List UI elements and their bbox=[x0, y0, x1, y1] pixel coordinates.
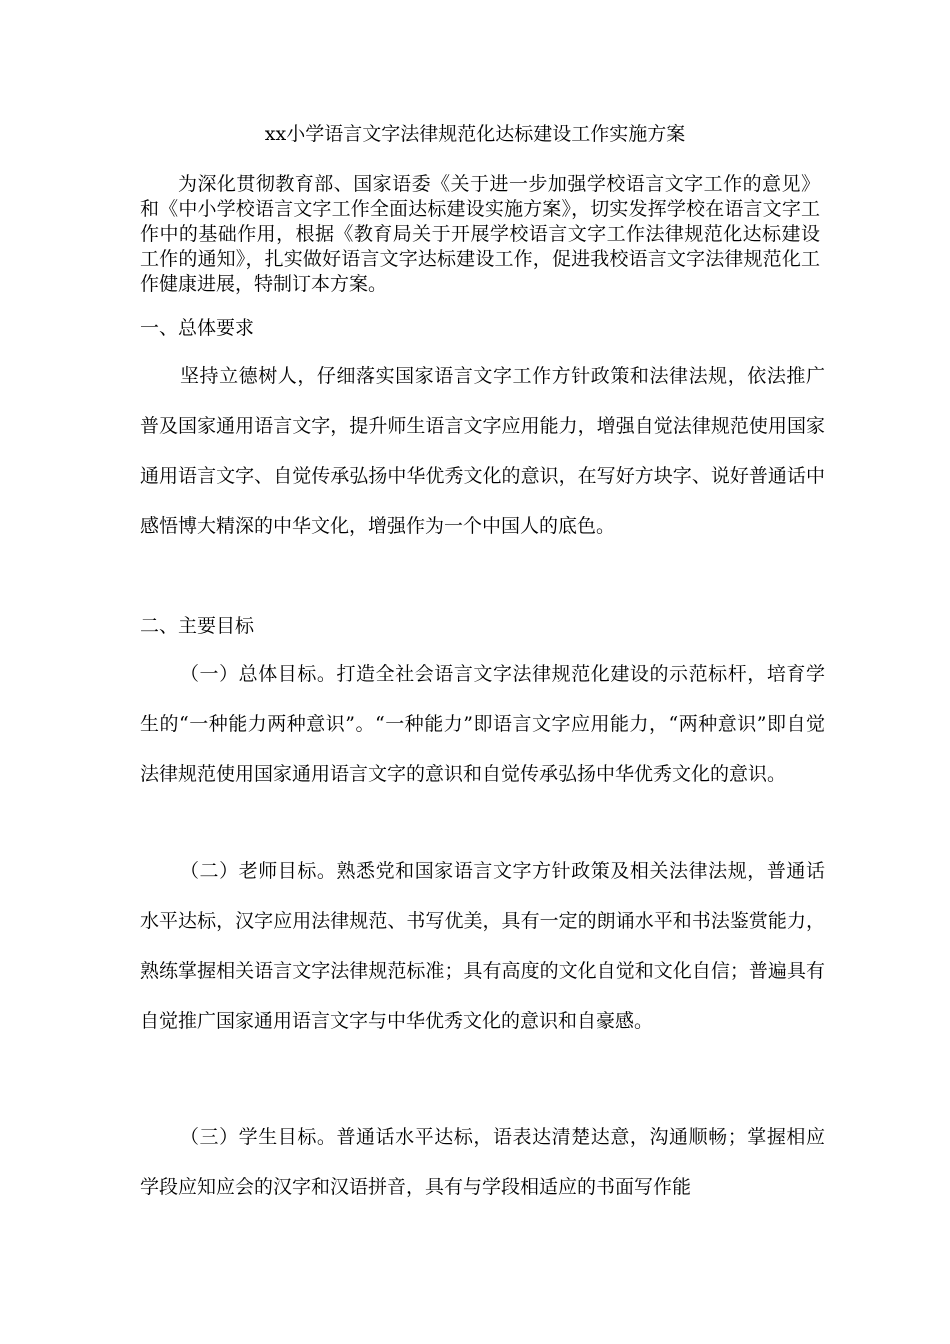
goal-student-paragraph: （三）学生目标。普通话水平达标，语表达清楚达意，沟通顺畅；掌握相应学段应知应会的汉字和汉语拼音，具有与学段相适应的书面写作能 bbox=[140, 1126, 825, 1198]
overall-requirements-paragraph: 坚持立德树人，仔细落实国家语言文字工作方针政策和法律法规，依法推广普及国家通用语言文字，提升师生语言文字应用能力，增强自觉法律规范使用国家通用语言文字、自觉传承弘扬中华优秀文化的意识，在写好方块字、说好普通话中感悟博大精深的中华文化，增强作为一个中国人的底色。 bbox=[140, 365, 825, 537]
intro-paragraph: 为深化贯彻教育部、国家语委《关于进一步加强学校语言文字工作的意见》和《中小学校语言文字工作全面达标建设实施方案》，切实发挥学校在语言文字工作中的基础作用，根据《教育局关于开展学校语言文字工作法律规范化达标建设工作的通知》，扎实做好语言文字达标建设工作，促进我校语言文字法律规范化工作健康进展，特制订本方案。 bbox=[140, 173, 820, 295]
section-heading-main-goals: 二、主要目标 bbox=[140, 615, 255, 637]
document-title: xx小学语言文字法律规范化达标建设工作实施方案 bbox=[264, 123, 686, 145]
goal-overall-paragraph: （一）总体目标。打造全社会语言文字法律规范化建设的示范标杆，培育学生的“一种能力两种意识”。“一种能力”即语言文字应用能力，“两种意识”即自觉法律规范使用国家通用语言文字的意识和自觉传承弘扬中华优秀文化的意识。 bbox=[140, 663, 825, 785]
goal-teacher-paragraph: （二）老师目标。熟悉党和国家语言文字方针政策及相关法律法规，普通话水平达标，汉字应用法律规范、书写优美，具有一定的朗诵水平和书法鉴赏能力，熟练掌握相关语言文字法律规范标准；具有高度的文化自觉和文化自信；普遍具有自觉推广国家通用语言文字与中华优秀文化的意识和自豪感。 bbox=[140, 860, 825, 1032]
section-heading-overall-requirements: 一、总体要求 bbox=[140, 317, 255, 339]
